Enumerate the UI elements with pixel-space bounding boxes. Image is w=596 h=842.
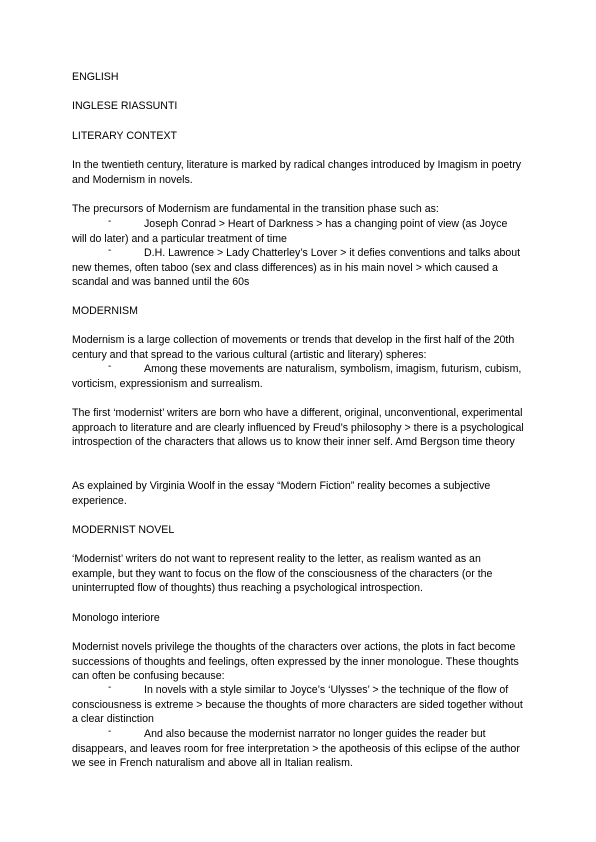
paragraph-twentieth-century: In the twentieth century, literature is marked by radical changes introduced by Imagism in poetry and Modernism in novels. xyxy=(72,159,522,186)
paragraph-first-modernist-writers: The first ‘modernist’ writers are born who have a different, original, unconventional, experimental approach to literature and are clearly influenced by Freud’s philosophy > there is a psychological introspection of the characters that allows us to know their inner self. Amd Bergson time theory xyxy=(72,407,524,448)
bullet-narrator xyxy=(72,727,524,771)
heading-modernism: MODERNISM xyxy=(72,305,138,317)
bullet-text: Among these movements are naturalism, symbolism, imagism, futurism, cubism, vorticism, expressionism and surrealism. xyxy=(72,363,522,390)
paragraph-modernist-novels-thoughts: Modernist novels privilege the thoughts of the characters over actions, the plots in fact become successions of thoughts and feelings, often expressed by the inner monologue. These thoughts can often be confusing because: xyxy=(72,641,519,682)
bullet-marker: - xyxy=(108,361,112,372)
bullet-lawrence xyxy=(72,246,524,290)
bullet-movements xyxy=(72,362,524,391)
heading-literary-context: LITERARY CONTEXT xyxy=(72,130,177,142)
heading-english: ENGLISH xyxy=(72,71,119,83)
paragraph-modernist-writers-reality: ‘Modernist’ writers do not want to represent reality to the letter, as realism wanted as an example, but they want to focus on the flow of the consciousness of the characters (or the uninterrupted flow of thoughts) thus reaching a psychological introspection. xyxy=(72,553,493,594)
bullet-marker: - xyxy=(108,245,112,256)
paragraph-modernism-definition: Modernism is a large collection of movements or trends that develop in the first half of the 20th century and that spread to the various cultural (artistic and literary) spheres: xyxy=(72,334,515,361)
bullet-marker: - xyxy=(108,682,112,693)
bullet-ulysses xyxy=(72,683,524,727)
heading-modernist-novel: MODERNIST NOVEL xyxy=(72,524,175,536)
heading-monologo-interiore: Monologo interiore xyxy=(72,612,160,624)
heading-inglese-riassunti: INGLESE RIASSUNTI xyxy=(72,100,178,112)
bullet-text: Joseph Conrad > Heart of Darkness > has a changing point of view (as Joyce will do later) and a particular treatment of time xyxy=(72,218,508,245)
bullet-text: And also because the modernist narrator no longer guides the reader but disappears, and leaves room for free interpretation > the apotheosis of this eclipse of the author we see in French naturalism and above all in Italian realism. xyxy=(72,728,520,769)
bullet-text: In novels with a style similar to Joyce’s ‘Ulysses’ > the technique of the flow of consciousness is extreme > because the thoughts of more characters are sided together without a clear distinction xyxy=(72,684,523,725)
bullet-marker: - xyxy=(108,726,112,737)
paragraph-virginia-woolf: As explained by Virginia Woolf in the essay “Modern Fiction” reality becomes a subjective experience. xyxy=(72,480,491,507)
paragraph-precursors: The precursors of Modernism are fundamental in the transition phase such as: xyxy=(72,203,439,215)
bullet-marker: - xyxy=(108,216,112,227)
bullet-text: D.H. Lawrence > Lady Chatterley’s Lover > it defies conventions and talks about new themes, often taboo (sex and class differences) as in his main novel > which caused a scandal and was banned until the 60s xyxy=(72,247,521,288)
bullet-conrad xyxy=(72,217,524,246)
